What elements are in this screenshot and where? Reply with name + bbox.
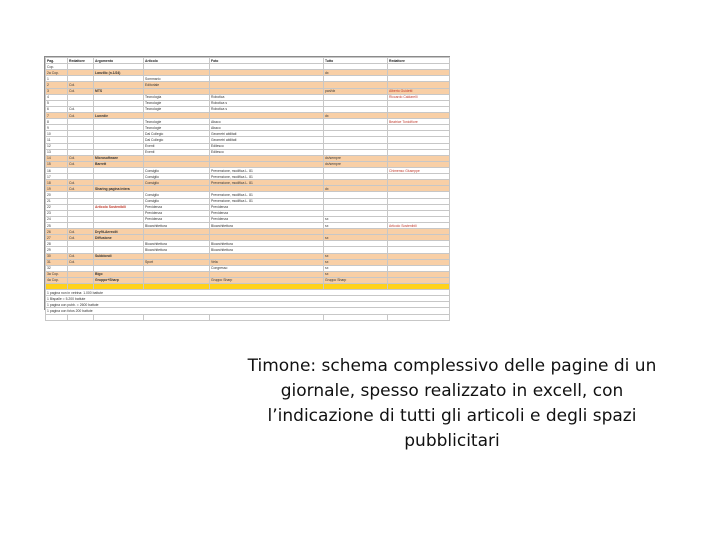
table-cell: Tecnologie [144,100,210,106]
table-cell: 8 [46,119,68,125]
table-cell: Prevenzione, modifica L. 81 [210,192,324,198]
table-cell: Col. [68,112,94,118]
table-cell: Prevenzione, modifica L. 81 [210,167,324,173]
table-cell: Articolo Sostenibili [388,222,450,228]
table-cell: Consiglio [144,198,210,204]
table-cell: Barrett [94,161,144,167]
table-cell: Editoriale [144,82,210,88]
table-cell: 26 [46,229,68,235]
table-cell [324,314,388,320]
table-cell: pari/dx [324,88,388,94]
table-cell: Col. [68,229,94,235]
table-cell: 31 [46,259,68,265]
table-cell: Dryfit-Aereolit [94,229,144,235]
table-cell: 6 [46,106,68,112]
table-cell: dx [324,186,388,192]
table-cell: Tecnologie [144,119,210,125]
table-cell: Bioarchitettura [210,247,324,253]
table-cell: Prevenzione, modifica L. 81 [210,180,324,186]
table-cell: 14 [46,155,68,161]
table-cell: Previdenza [144,210,210,216]
table-cell: Previdenza [210,216,324,222]
table-cell: Bioarchitettura [144,222,210,228]
timone-table [45,57,450,321]
table-cell: Col. [68,180,94,186]
column-header: Argomento [94,58,144,64]
table-cell: 9 [46,125,68,131]
table-cell: Previdenza [144,216,210,222]
table-cell: Cop. [46,64,68,70]
table-cell: 24 [46,216,68,222]
table-cell: Bioarchitettura [144,247,210,253]
table-cell: 1 [46,76,68,82]
table-cell: 11 [46,137,68,143]
table-cell: 12 [46,143,68,149]
table-cell: Dal Collegio [144,137,210,143]
table-cell: Previdenza [210,210,324,216]
table-cell: 29 [46,247,68,253]
table-cell: 2 [46,82,68,88]
table-cell: dx/sempre [324,155,388,161]
table-cell: Subbiondi [94,253,144,259]
table-cell: Robotica s [210,100,324,106]
column-header: Articolo [144,58,210,64]
table-cell: sx [324,235,388,241]
table-cell: Prevenzione, modifica L. 81 [210,174,324,180]
table-cell: 15 [46,161,68,167]
table-cell: Tecnologia [144,94,210,100]
table-cell: 23 [46,210,68,216]
table-cell: Articolo Sostenibili [94,204,144,210]
table-cell: Edilesco [210,143,324,149]
table-cell: sx [324,222,388,228]
table-cell: Eventi [144,143,210,149]
table-row [46,314,450,320]
table-cell: Sport [144,259,210,265]
table-cell: Lanzillo (n.1/24) [94,70,144,76]
table-cell: 16 [46,167,68,173]
table-cell: Gruppo+Sharp [94,277,144,283]
table-cell: 7 [46,112,68,118]
table-cell: Beatrice Toniolfiore [388,119,450,125]
column-header: Redattore [68,58,94,64]
table-cell: Edilesco [210,149,324,155]
table-cell: Alberto Guidetti [388,88,450,94]
note-cell: 1 pagina con fotos 200 battute [46,308,450,314]
table-cell: Microsoftware [94,155,144,161]
table-cell: 3a Cop. [46,271,68,277]
table-cell: 4a Cop. [46,277,68,283]
table-cell [388,314,450,320]
table-cell: 19 [46,186,68,192]
table-cell: Col. [68,88,94,94]
table-cell: Col. [68,106,94,112]
table-cell: Gruppo Sharp [210,277,324,283]
table-cell: 21 [46,198,68,204]
table-cell: Bigo [94,271,144,277]
note-cell: 1 Bispalle = 5.200 battute [46,296,450,302]
table-cell: Col. [68,82,94,88]
table-cell: 18 [46,180,68,186]
table-cell: 5 [46,100,68,106]
column-header: Tutto [324,58,388,64]
table-cell: 32 [46,265,68,271]
table-cell: Robotica s [210,106,324,112]
table-cell: Col. [68,155,94,161]
table-cell: Consiglio [144,180,210,186]
table-cell: Chimenso Giuseppe [388,167,450,173]
table-cell: Eventi [144,149,210,155]
table-cell: dx/sempre [324,161,388,167]
table-cell: dx [324,112,388,118]
table-cell [46,314,68,320]
table-cell: 10 [46,131,68,137]
table-cell: Col. [68,253,94,259]
slide-caption: Timone: schema complessivo delle pagine di un giornale, spesso realizzato in excell, con l’indicazione di tutti gli articoli e degli spazi pubblicitari [247,356,657,451]
table-cell: Sommario [144,76,210,82]
table-cell: Gruppo Sharp [324,277,388,283]
table-cell: Abaco [210,125,324,131]
table-cell: Lunedìe [94,112,144,118]
table-cell: Bioarchitettura [144,241,210,247]
table-cell: sx [324,271,388,277]
table-cell: Tecnologie [144,106,210,112]
table-cell: sx [324,259,388,265]
table-cell: Geometri abilitati [210,131,324,137]
note-cell: 1 pagina non in vetrina: 1.000 battute [46,290,450,296]
table-cell: Geometri abilitati [210,137,324,143]
table-cell: Robotica [210,94,324,100]
table-cell: MTS [94,88,144,94]
table-cell: Vela [210,259,324,265]
table-cell: Col. [68,235,94,241]
table-cell: Riccardo Caldarelli [388,94,450,100]
table-cell: Sharing pagina intera [94,186,144,192]
table-cell: Prevenzione, modifica L. 81 [210,198,324,204]
table-cell: Diffusione [94,235,144,241]
table-cell: 17 [46,174,68,180]
table-cell: 20 [46,192,68,198]
table-cell: 30 [46,253,68,259]
table-cell: 4 [46,94,68,100]
table-cell [144,314,210,320]
table-cell: Bioarchitettura [210,241,324,247]
table-cell: Dal Collegio [144,131,210,137]
column-header: Redattore [388,58,450,64]
table-cell: 13 [46,149,68,155]
table-cell: 22 [46,204,68,210]
table-cell [210,314,324,320]
table-cell: Previdenza [144,204,210,210]
table-cell: Col. [68,161,94,167]
spreadsheet-image [44,56,450,314]
table-cell: Congresso [210,265,324,271]
table-cell: sx [324,253,388,259]
table-cell [94,314,144,320]
table-cell: 2a Cop. [46,70,68,76]
table-cell: 25 [46,222,68,228]
note-cell: 1 pagina con pubb. = 2600 battute [46,302,450,308]
column-header: Pag. [46,58,68,64]
table-cell: Consiglio [144,174,210,180]
column-header: Foto [210,58,324,64]
table-cell: 27 [46,235,68,241]
table-cell: Consiglio [144,192,210,198]
table-cell: Tecnologie [144,125,210,131]
table-cell: Bioarchitettura [210,222,324,228]
table-cell: Col. [68,186,94,192]
table-cell: 28 [46,241,68,247]
table-cell [68,314,94,320]
table-cell: sx [324,265,388,271]
table-cell: Previdenza [210,204,324,210]
table-cell: Col. [68,259,94,265]
table-cell: Abaco [210,119,324,125]
table-cell: 3 [46,88,68,94]
table-cell: Consiglio [144,167,210,173]
table-cell: sx [324,216,388,222]
table-cell: dx [324,70,388,76]
